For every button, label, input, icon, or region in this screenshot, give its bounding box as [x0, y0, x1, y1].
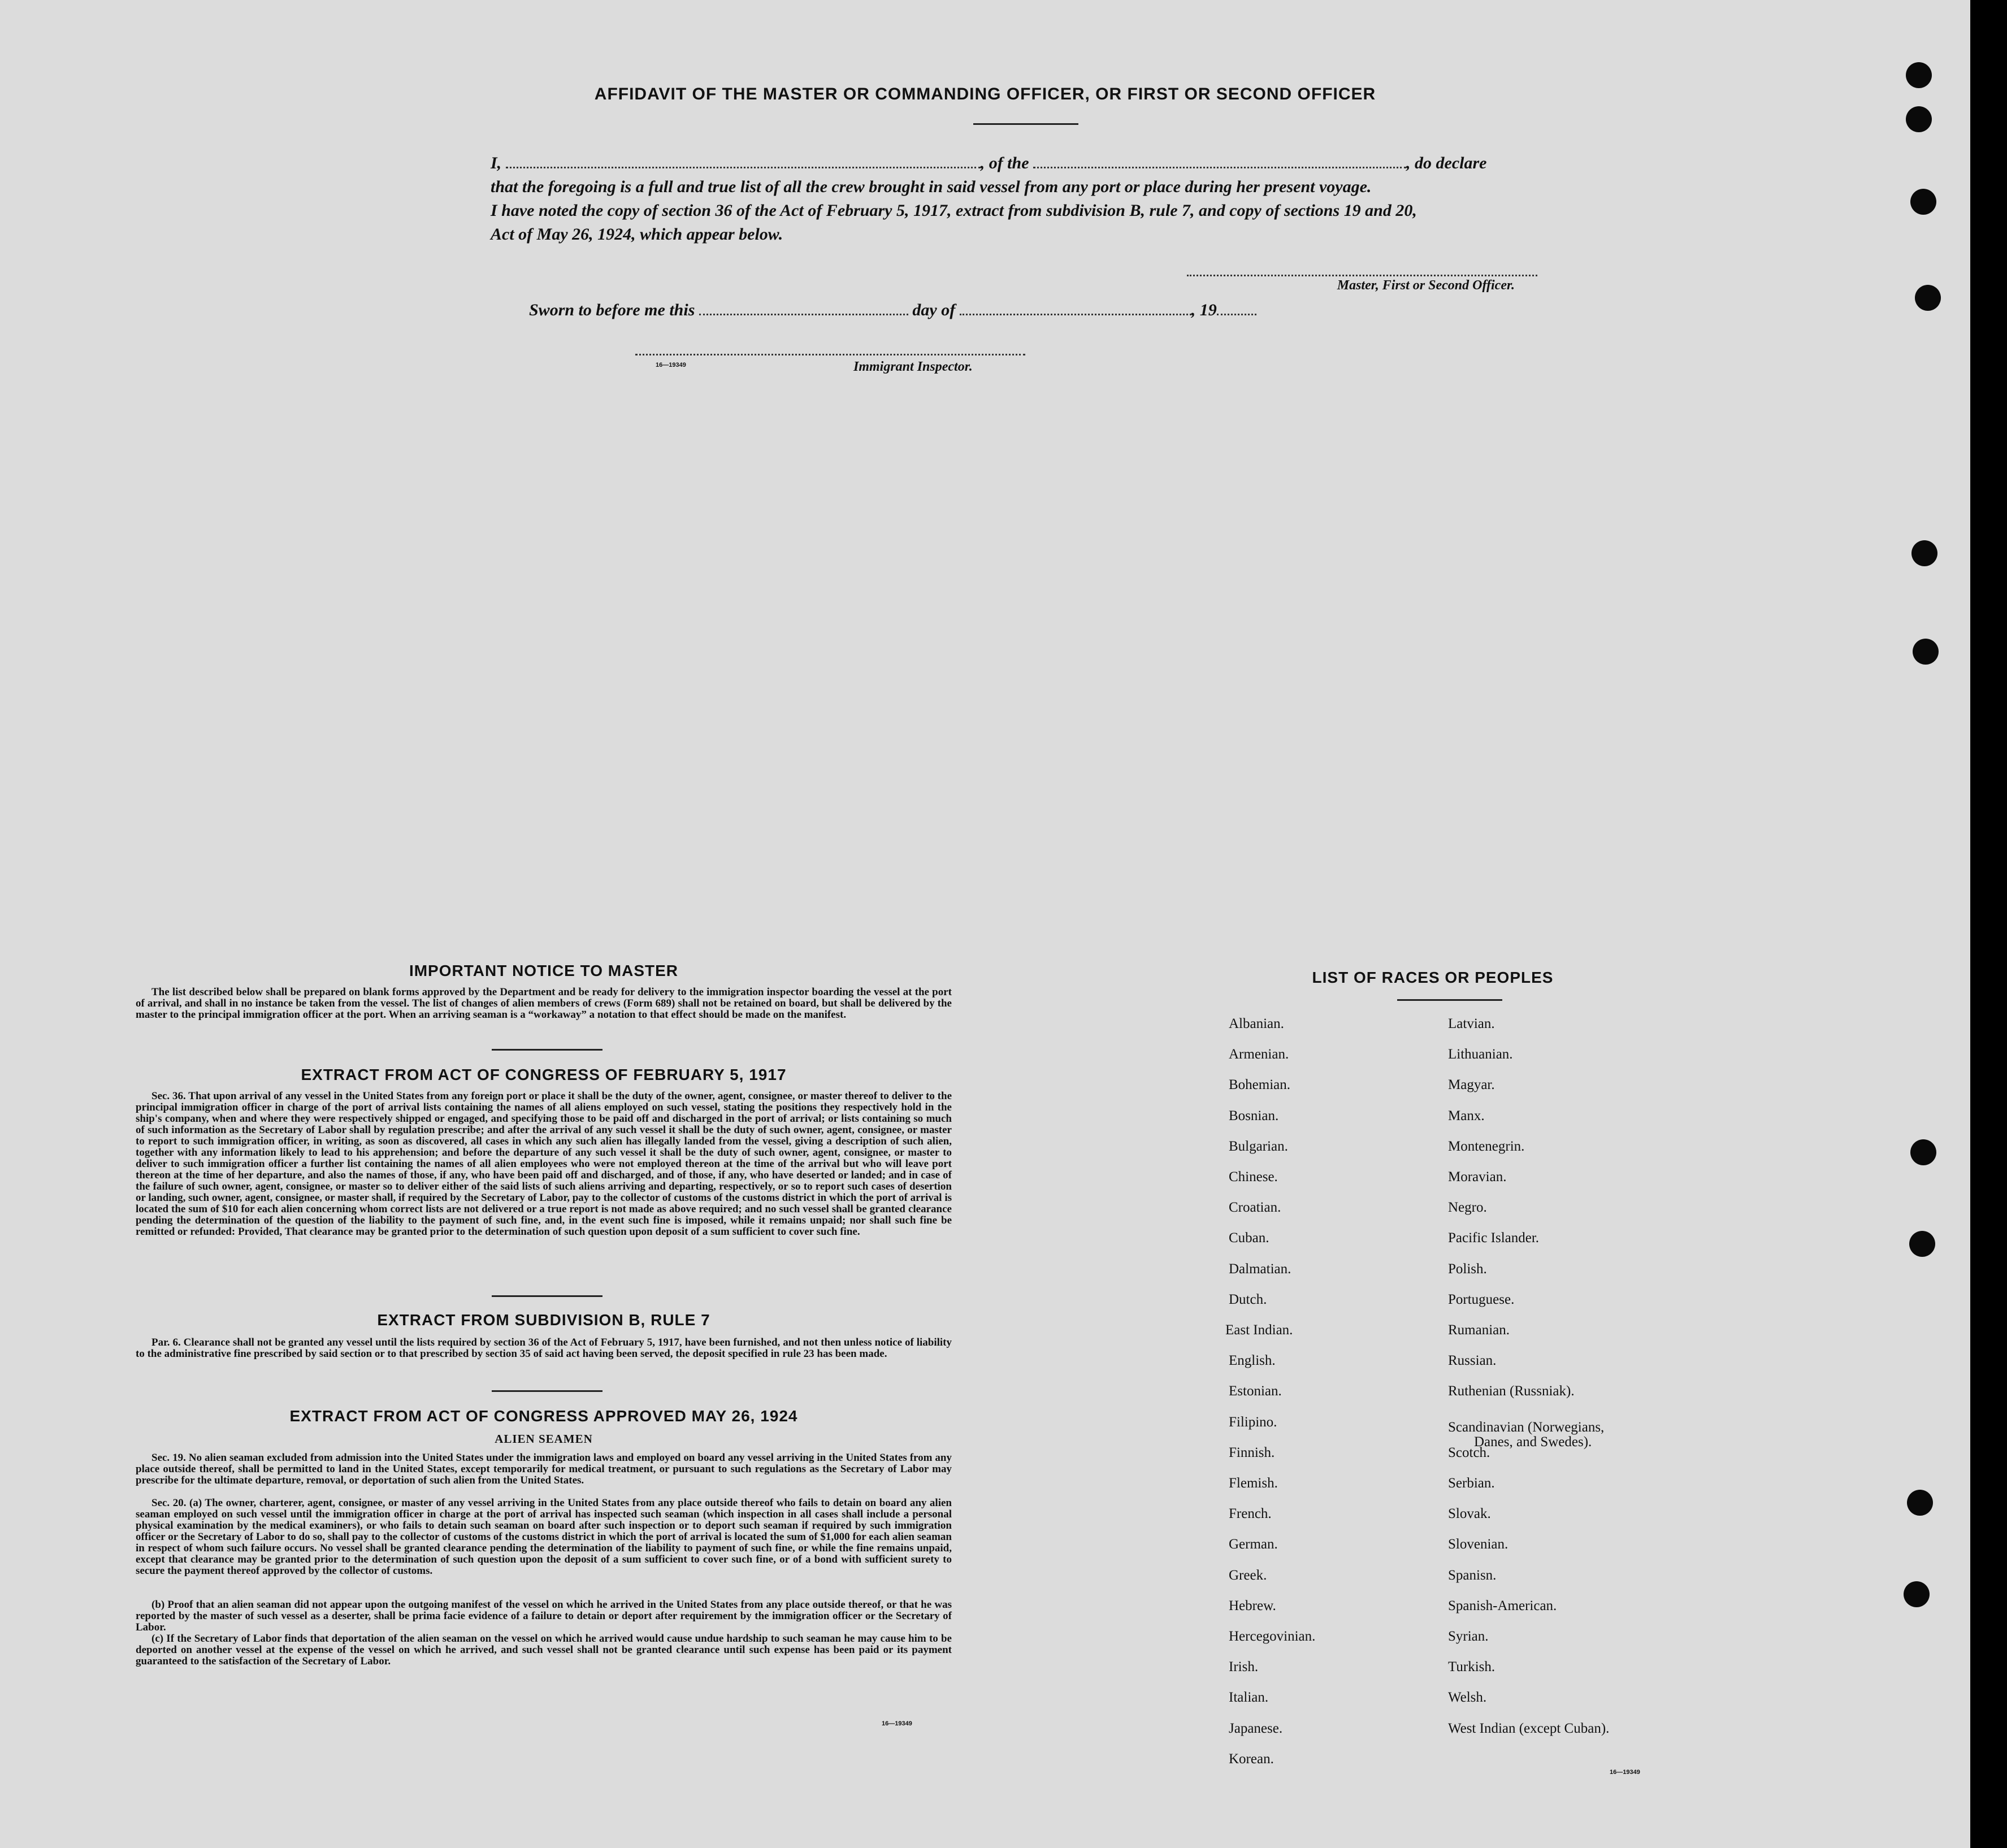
race-item: Italian.	[1229, 1690, 1269, 1706]
sec20b-text: (b) Proof that an alien seaman did not appear upon the outgoing manifest of the vessel on which he arrived in the United States from any place outside thereof, or that he was reported by the master of such vessel as a deserter, shall be prima facie evidence of a failure to detain or deport after requirement by the immigration officer or the Secretary of Labor.	[136, 1599, 952, 1633]
inspector-signature-field[interactable]	[635, 354, 1025, 355]
race-item: Lithuanian.	[1448, 1047, 1513, 1062]
declarant-prefix: I,	[491, 154, 502, 172]
section-divider	[492, 1049, 602, 1051]
punch-hole	[1907, 1490, 1933, 1516]
form-number: 16—19349	[656, 362, 686, 368]
race-item: Chinese.	[1229, 1169, 1278, 1185]
race-item: Bulgarian.	[1229, 1138, 1288, 1154]
race-item: West Indian (except Cuban).	[1448, 1720, 1610, 1736]
race-item: Montenegrin.	[1448, 1138, 1525, 1154]
vessel-name-field[interactable]	[1033, 162, 1406, 168]
section-divider	[492, 1295, 602, 1297]
extract-1917-text: Sec. 36. That upon arrival of any vessel in the United States from any foreign port or place it shall be the duty of the owner, agent, consignee, or master thereof to deliver to the principal immigration officer in charge of the port of arrival lists containing the names of all aliens employed on such vessel, stating the positions they respectively hold in the ship's company, when and where they were respectively shipped or engaged, and specifying those to be paid off and discharged in the port of arrival; or lists containing so much of such information as the Secretary of Labor shall by regulation prescribe; and after the arrival of any such vessel it shall be the duty of such owner, agent, consignee, or master to report to such immigration officer, in writing, as soon as discovered, all cases in which any such alien has illegally landed from the vessel, giving a description of such alien, together with any information likely to lead to his apprehension; and before the departure of any such vessel it shall be the duty of such owner, agent, consignee, or master to deliver to such immigration officer a further list containing the names of all alien employees who were not employed thereon at the time of the arrival but who will leave port thereon at the time of her departure, and also the names of those, if any, who have been paid off and discharged, and of those, if any, who have deserted or landed; and in case of the failure of such owner, agent, consignee, or master so to deliver either of the said lists of such aliens arriving and departing, respectively, or so to report such cases of desertion or landing, such owner, agent, consignee, or master shall, if required by the Secretary of Labor, pay to the collector of customs of the customs district in which the port of arrival is located the sum of $10 for each alien concerning whom correct lists are not delivered or a true report is not made as above required; and no such vessel shall be granted clearance pending the determination of the question of the liability to the payment of such fine, and, in the event such fine is imposed, while it remains unpaid; nor shall such fine be remitted or refunded: Provided, That clearance may be granted prior to the determination of such question upon deposit of a sum sufficient to cover such fine.	[136, 1090, 952, 1238]
punch-hole	[1909, 1231, 1935, 1257]
race-item: Spanish-American.	[1448, 1598, 1557, 1613]
declaration-line-4: Act of May 26, 1924, which appear below.	[491, 225, 783, 244]
sworn-line	[529, 301, 1256, 320]
sworn-month-field[interactable]	[960, 309, 1191, 315]
punch-hole	[1906, 106, 1932, 132]
race-item: French.	[1229, 1506, 1272, 1522]
punch-hole	[1911, 540, 1937, 566]
affidavit-title: AFFIDAVIT OF THE MASTER OR COMMANDING OFFICER, OR FIRST OR SECOND OFFICER	[594, 85, 1376, 103]
race-item: Slovak.	[1448, 1506, 1491, 1522]
race-item: Manx.	[1448, 1108, 1485, 1123]
race-item: Finnish.	[1229, 1444, 1275, 1460]
race-item: English.	[1229, 1353, 1276, 1369]
race-item: Japanese.	[1229, 1720, 1283, 1736]
punch-hole	[1915, 285, 1941, 311]
race-item: Bohemian.	[1229, 1077, 1291, 1093]
master-signature-field[interactable]	[1187, 275, 1537, 276]
extract-1917-title: EXTRACT FROM ACT OF CONGRESS OF FEBRUARY 5, 1917	[301, 1066, 787, 1083]
declaration-line-1	[491, 151, 1564, 175]
race-item: Polish.	[1448, 1261, 1487, 1277]
punch-hole	[1910, 189, 1936, 215]
sworn-year-prefix: , 19	[1191, 301, 1217, 319]
title-divider	[973, 123, 1078, 125]
race-item: Korean.	[1229, 1751, 1274, 1767]
race-item: Scotch.	[1448, 1444, 1490, 1460]
alien-seamen-heading: ALIEN SEAMEN	[495, 1432, 593, 1446]
sworn-day-of: day of	[912, 301, 956, 319]
race-item: Greek.	[1229, 1567, 1267, 1583]
race-item: Serbian.	[1448, 1476, 1495, 1491]
extract-1924-title: EXTRACT FROM ACT OF CONGRESS APPROVED MAY 26, 1924	[289, 1407, 798, 1425]
extract-rule7-text: Par. 6. Clearance shall not be granted any vessel until the lists required by section 36 of the Act of February 5, 1917, have been furnished, and not then unless notice of liability to the administrative fine prescribed by said section or to that prescribed by section 35 of said act having been served, the deposit specified in rule 23 has been made.	[136, 1337, 952, 1360]
race-item: Hercegovinian.	[1229, 1629, 1316, 1644]
sworn-day-field[interactable]	[699, 309, 908, 315]
declarant-name-field[interactable]	[506, 162, 981, 168]
race-item: East Indian.	[1225, 1322, 1293, 1338]
race-item: Dutch.	[1229, 1291, 1267, 1307]
race-item: Pacific Islander.	[1448, 1230, 1540, 1246]
race-item: Negro.	[1448, 1200, 1487, 1216]
race-item: Russian.	[1448, 1353, 1497, 1369]
notice-title: IMPORTANT NOTICE TO MASTER	[409, 962, 679, 979]
section-divider	[492, 1390, 602, 1392]
race-item: Danes, and Swedes).	[1474, 1434, 1592, 1450]
race-item: Magyar.	[1448, 1077, 1495, 1093]
race-item: Latvian.	[1448, 1016, 1495, 1031]
declaration-line-3: I have noted the copy of section 36 of the Act of February 5, 1917, extract from subdivision B, rule 7, and copy of sections 19 and 20,	[491, 201, 1417, 220]
sworn-year-field[interactable]	[1217, 309, 1256, 315]
extract-rule7-title: EXTRACT FROM SUBDIVISION B, RULE 7	[377, 1311, 710, 1329]
master-signature-label: Master, First or Second Officer.	[1337, 278, 1515, 293]
sec20a-text: Sec. 20. (a) The owner, charterer, agent, consignee, or master of any vessel arriving in the United States from any place outside thereof who fails to detain on board any alien seaman employed on such vessel until the immigration officer in charge at the port of arrival has inspected such seaman (which inspection in all cases shall include a personal physical examination by the medical examiners), or who fails to detain such seaman on board after such inspection or to deport such seaman if required by such immigration officer or the Secretary of Labor to do so, shall pay to the collector of customs of the customs district in which the port of arrival is located the sum of $1,000 for each alien seaman in respect of whom such failure occurs. No vessel shall be granted clearance pending the determination of the liability to payment of such fine, or while the fine remains unpaid, except that clearance may be granted prior to the determination of such question upon the deposit of a sum sufficient to cover such fine, or of a bond with sufficient surety to secure the payment thereof approved by the collector of customs.	[136, 1497, 952, 1577]
sec20c-text: (c) If the Secretary of Labor finds that deportation of the alien seaman on the vessel on which he arrived would cause undue hardship to such seaman he may cause him to be deported on another vessel at the expense of the vessel on which he arrived, and such vessel shall not be granted clearance until such expense has been paid or its payment guaranteed to the satisfaction of the Secretary of Labor.	[136, 1633, 952, 1667]
race-item: Spanisn.	[1448, 1567, 1497, 1583]
race-item: Armenian.	[1229, 1047, 1289, 1062]
race-item: Portuguese.	[1448, 1291, 1515, 1307]
punch-hole	[1904, 1581, 1930, 1607]
race-item: Slovenian.	[1448, 1537, 1508, 1552]
race-item: Flemish.	[1229, 1476, 1278, 1491]
race-item: Filipino.	[1229, 1414, 1277, 1430]
inspector-signature-label: Immigrant Inspector.	[853, 359, 973, 374]
notice-text: The list described below shall be prepared on blank forms approved by the Department and be ready for delivery to the immigration inspector boarding the vessel at the port of arrival, and shall in no instance be taken from the vessel. The list of changes of alien members of crews (Form 689) shall not be retained on board, but shall be delivered by the master to the principal immigration officer at the port. When an arriving seaman is a “workaway” a notation to that effect should be made on the manifest.	[136, 986, 952, 1021]
race-item: Irish.	[1229, 1659, 1259, 1675]
races-title: LIST OF RACES OR PEOPLES	[1312, 969, 1554, 986]
declaration-line-2: that the foregoing is a full and true list of all the crew brought in said vessel from any port or place during her present voyage.	[491, 177, 1372, 196]
race-item: Croatian.	[1229, 1200, 1281, 1216]
race-item: Turkish.	[1448, 1659, 1496, 1675]
race-item: Dalmatian.	[1229, 1261, 1291, 1277]
race-item: German.	[1229, 1537, 1278, 1552]
race-item: Hebrew.	[1229, 1598, 1276, 1613]
race-item: Bosnian.	[1229, 1108, 1279, 1123]
sworn-prefix: Sworn to before me this	[529, 301, 695, 319]
race-item: Welsh.	[1448, 1690, 1487, 1706]
races-divider	[1397, 999, 1502, 1001]
punch-hole	[1910, 1139, 1936, 1165]
race-item: Syrian.	[1448, 1629, 1489, 1644]
race-item: Scandinavian (Norwegians,	[1448, 1420, 1605, 1435]
affidavit-declaration	[491, 151, 1564, 246]
declare-text: , do declare	[1406, 154, 1487, 172]
race-item: Ruthenian (Russniak).	[1448, 1383, 1575, 1399]
sec19-text: Sec. 19. No alien seaman excluded from admission into the United States under the immigration laws and employed on board any vessel arriving in the United States from any place outside thereof, shall be permitted to land in the United States, except temporarily for medical treatment, or pursuant to such regulations as the Secretary of Labor may prescribe for the ultimate departure, removal, or deportation of such alien from the United States.	[136, 1452, 952, 1486]
vessel-prefix: , of the	[980, 154, 1029, 172]
punch-hole	[1913, 639, 1939, 665]
form-number: 16—19349	[882, 1720, 912, 1727]
race-item: Moravian.	[1448, 1169, 1507, 1185]
race-item: Rumanian.	[1448, 1322, 1510, 1338]
race-item: Cuban.	[1229, 1230, 1269, 1246]
form-number: 16—19349	[1610, 1769, 1640, 1776]
race-item: Albanian.	[1229, 1016, 1284, 1031]
race-item: Estonian.	[1229, 1383, 1282, 1399]
